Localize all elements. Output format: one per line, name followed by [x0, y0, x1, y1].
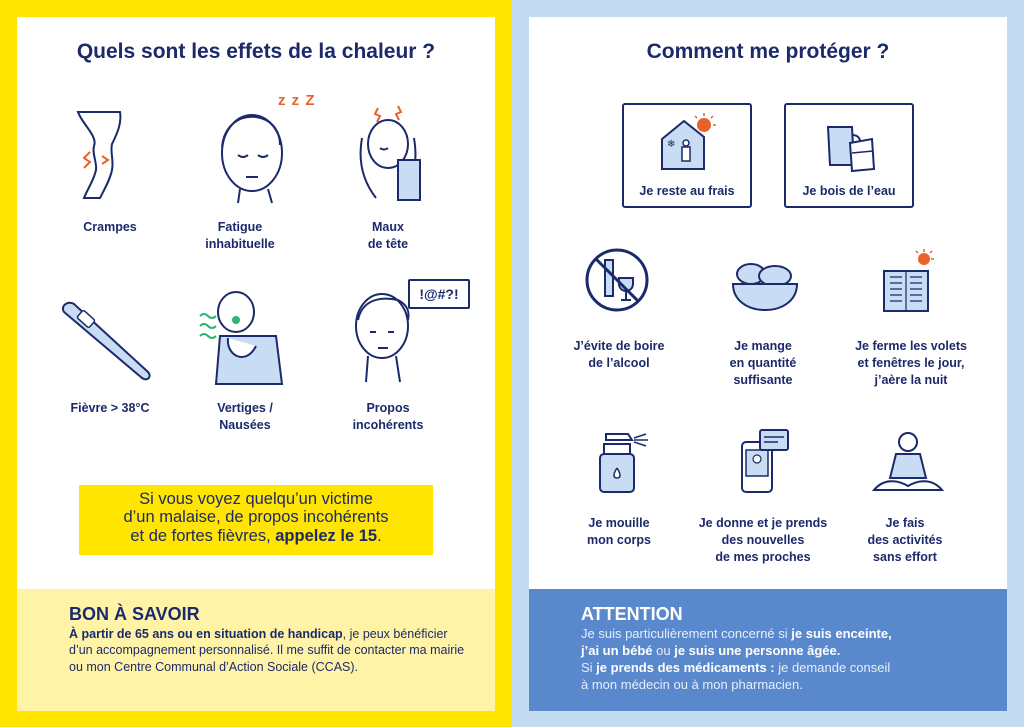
- phone-message-icon: [738, 428, 790, 496]
- effect-label-fever: Fièvre > 38°C: [70, 401, 150, 415]
- attention-text: [581, 626, 991, 694]
- effects-title: Quels sont les effets de la chaleur ?: [76, 40, 436, 63]
- water-jug-icon: [820, 117, 880, 175]
- zzz-sleep-icon: z z Z: [278, 92, 316, 109]
- attention-advice: je demande conseil: [774, 659, 891, 675]
- alert-line-3-text: et de fortes fièvres,: [130, 526, 276, 545]
- attention-line-2: [581, 643, 991, 660]
- no-alcohol-icon: [583, 246, 651, 314]
- attention-line-3: [581, 660, 991, 677]
- attention-t1: Je suis particulièrement concerné si: [581, 626, 792, 641]
- speech-symbols: !@#?!: [419, 286, 459, 302]
- call-15-text: appelez le 15: [275, 526, 378, 545]
- alert-line-3-end: .: [377, 526, 382, 545]
- tile-label-stay-cool: Je reste au frais: [639, 184, 735, 198]
- attention-medication: je prends des médicaments :: [596, 659, 775, 675]
- tile-stay-cool: [622, 103, 752, 208]
- leg-cramp-icon: [72, 108, 132, 203]
- shutters-icon: [882, 247, 940, 317]
- tired-face-icon: [210, 95, 310, 205]
- protection-title: Comment me protéger ?: [646, 40, 890, 63]
- attention-line-1: [581, 626, 991, 643]
- spray-bottle-icon: [594, 430, 662, 496]
- action-label-news: Je donne et je prends des nouvelles de mes proches: [698, 516, 828, 564]
- food-bowl-icon: [725, 254, 805, 316]
- action-label-spray: Je mouille mon corps: [587, 516, 651, 547]
- attention-heading: ATTENTION: [581, 604, 683, 624]
- good-to-know-bold: À partir de 65 ans ou en situation de handicap: [69, 627, 343, 641]
- cool-house-icon: [658, 111, 718, 173]
- alert-line-3: [79, 527, 433, 545]
- effect-label-confusion: Propos incohérents: [352, 401, 424, 432]
- attention-line-4: à mon médecin ou à mon pharmacien.: [581, 676, 803, 692]
- action-label-rest: Je fais des activités sans effort: [867, 516, 943, 564]
- alert-line-2: d’un malaise, de propos incohérents: [123, 508, 389, 527]
- attention-if: Si: [581, 659, 597, 675]
- confused-speech-icon: [350, 290, 416, 385]
- tile-drink-water: [784, 103, 914, 208]
- effect-label-nausea: Vertiges / Nausées: [217, 401, 273, 432]
- action-label-no-alcohol: J’évite de boire de l’alcool: [573, 339, 665, 370]
- alert-line-1: Si vous voyez quelqu’un victime: [139, 490, 373, 508]
- effect-label-fatigue: Fatigue inhabituelle: [205, 220, 275, 251]
- svg-text:❄: ❄: [667, 139, 676, 150]
- action-label-shutters: Je ferme les volets et fenêtres le jour, j’aère la nuit: [855, 339, 967, 387]
- emergency-alert-box: [79, 485, 433, 555]
- attention-or: ou: [652, 642, 675, 658]
- headache-icon: [348, 100, 428, 205]
- nausea-icon: [196, 286, 288, 386]
- speech-bubble: [408, 279, 470, 309]
- thermometer-icon: [56, 300, 156, 385]
- good-to-know-body: , je peux bénéficier d’un accompagnement personnalisé. Il me suffit de contacter ma mairie ou mon Centre Communal d’Action Sociale (CCAS).: [69, 627, 465, 674]
- effect-label-cramps: Crampes: [83, 220, 137, 234]
- effect-label-headache: Maux de tête: [367, 220, 409, 251]
- action-label-eat: Je mange en quantité suffisante: [729, 339, 797, 387]
- attention-elderly: je suis une personne âgée.: [674, 642, 841, 658]
- good-to-know-text: [69, 626, 469, 675]
- attention-baby: j’ai un bébé: [581, 642, 653, 658]
- attention-pregnant: je suis enceinte,: [791, 626, 892, 641]
- meditation-icon: [870, 430, 946, 496]
- tile-label-drink-water: Je bois de l’eau: [802, 184, 896, 198]
- good-to-know-heading: BON À SAVOIR: [69, 604, 200, 624]
